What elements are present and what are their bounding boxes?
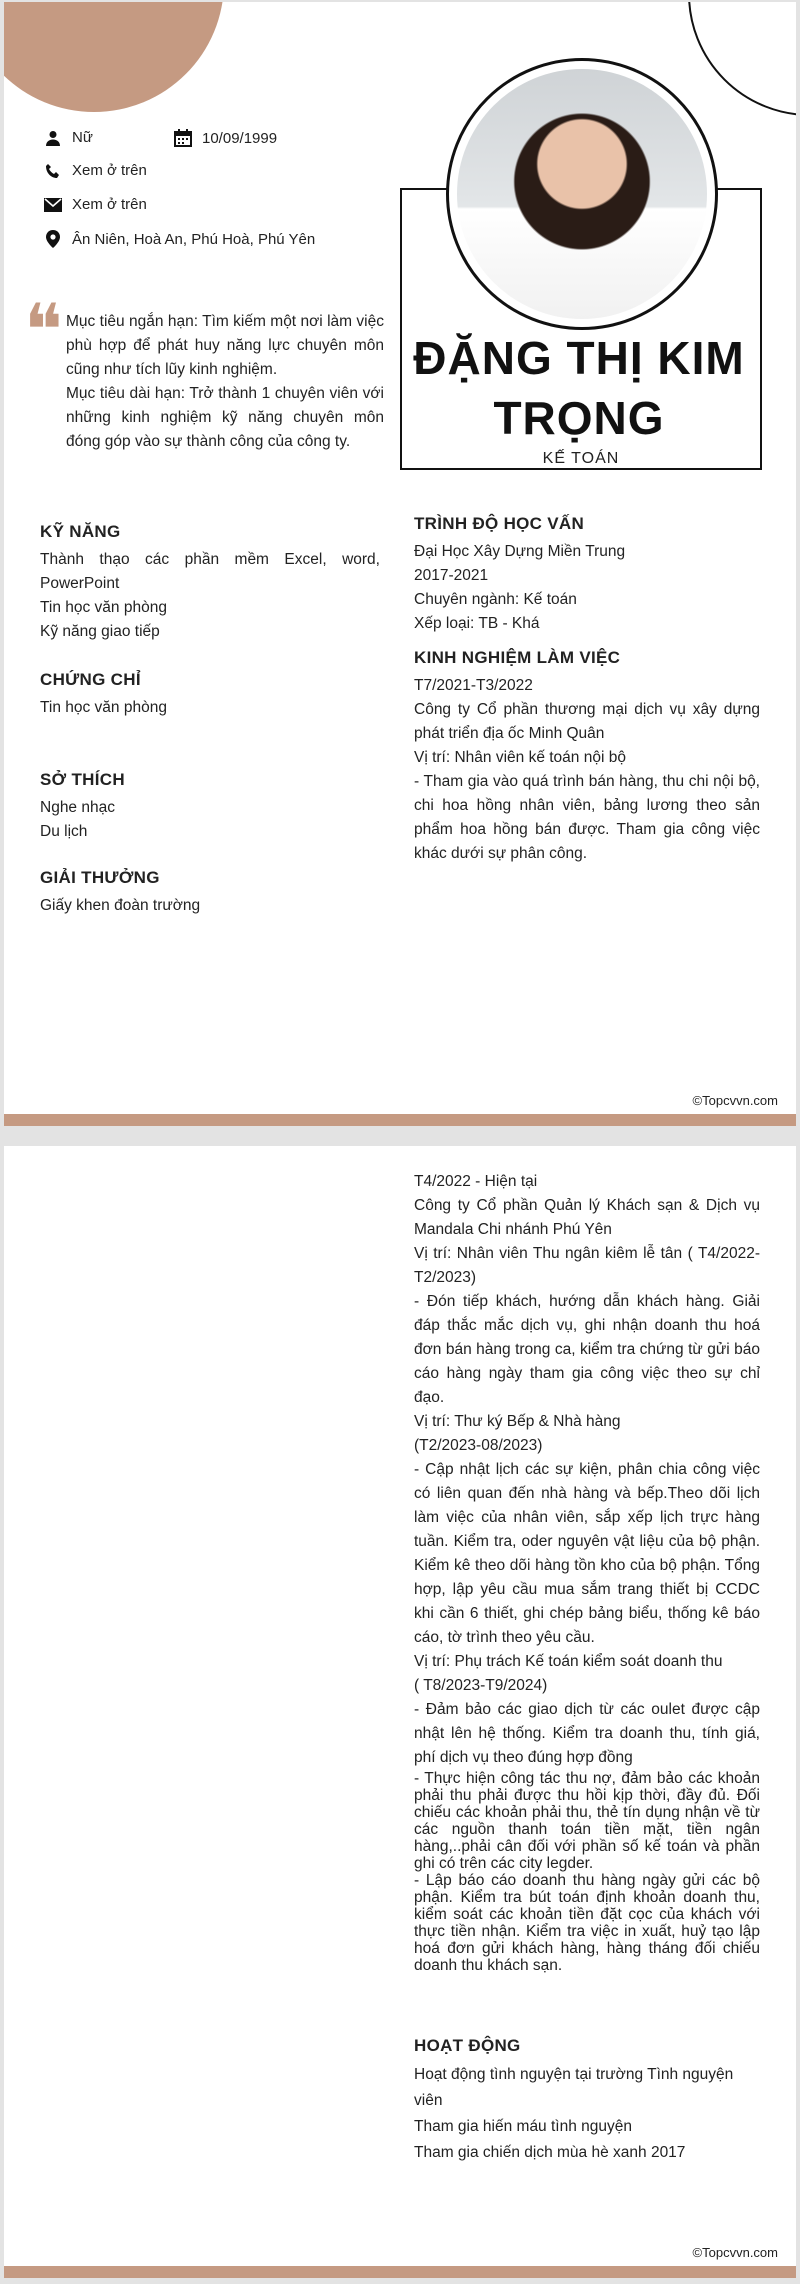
email-row — [42, 196, 147, 213]
job-description: - Cập nhật lịch các sự kiện, phân chia công việc có liên quan đến nhà hàng và bếp.Theo dõi lịch làm việc của nhân viên, sắp xếp lịch trực hàng tuần. Kiểm tra, oder nguyên vật liệu của bộ phận. Kiểm kê theo dõi hàng tồn kho của bộ phận. Tổng hợp, lập yêu cầu mua sắm trang thiết bị CCDC khi cần 6 thiết, ghi chép bảng biểu, thống kê báo cáo, tờ trình theo yêu cầu. — [414, 1461, 760, 1646]
calendar-icon — [172, 129, 194, 147]
experience-job-2 — [414, 1170, 760, 1974]
email-text: Xem ở trên — [72, 196, 147, 213]
address-text: Ân Niên, Hoà An, Phú Hoà, Phú Yên — [72, 230, 316, 248]
hobbies-list — [40, 796, 380, 844]
job-position-period: ( T8/2023-T9/2024) — [414, 1677, 548, 1694]
job-description: - Đón tiếp khách, hướng dẫn khách hàng. Giải đáp thắc mắc dịch vụ, ghi nhận doanh thu hoá đơn bán hàng trong ca, kiểm tra chứng từ gửi báo cáo hàng ngày tham gia công việc theo sự chỉ đạo. — [414, 1293, 760, 1406]
person-icon — [42, 130, 64, 146]
envelope-icon — [42, 198, 64, 212]
gender-text: Nữ — [72, 129, 93, 146]
address-row — [42, 230, 315, 248]
footer-bar — [4, 2266, 796, 2278]
school-name: Đại Học Xây Dựng Miền Trung — [414, 543, 626, 560]
job-position: Vị trí: Phụ trách Kế toán kiểm soát doanh thu — [414, 1653, 723, 1670]
map-pin-icon — [42, 230, 64, 248]
cv-page-2 — [4, 1146, 796, 2278]
phone-row — [42, 162, 147, 179]
name-line-1: ĐẶNG THỊ KIM — [413, 332, 745, 384]
education-title: TRÌNH ĐỘ HỌC VẤN — [414, 514, 585, 533]
job-company: Công ty Cổ phần Quản lý Khách sạn & Dịch vụ Mandala Chi nhánh Phú Yên — [414, 1197, 760, 1238]
quote-icon: ❝ — [24, 288, 63, 372]
job-title: KẾ TOÁN — [535, 450, 628, 468]
job-description: - Lập báo cáo doanh thu hàng ngày gửi các bộ phận. Kiểm tra bút toán định khoản doanh thu, kiểm soát các khoản tiền đặt cọc của khách với thực tiền nhận. Kiểm tra việc in xuất, huỷ tạo lập hoá đơn gửi khách hàng, hàng tháng đối chiếu doanh thu khách sạn. — [414, 1872, 760, 1974]
certificates-list — [40, 696, 380, 720]
decorative-ring — [688, 2, 796, 116]
candidate-name — [404, 328, 754, 448]
avatar — [446, 58, 718, 330]
job-position: Vị trí: Nhân viên Thu ngân kiêm lễ tân ( T4/2022-T2/2023) — [414, 1245, 760, 1286]
certificates-title: CHỨNG CHỈ — [40, 670, 141, 689]
name-line-2: TRỌNG — [493, 392, 665, 444]
footer-brand: ©Topcvvn.com — [692, 1093, 778, 1108]
major: Chuyên ngành: Kế toán — [414, 591, 577, 608]
job-company: Công ty Cổ phần thương mại dịch vụ xây dựng phát triển địa ốc Minh Quân — [414, 701, 760, 742]
hobby-item: Du lịch — [40, 823, 88, 840]
job-description: - Tham gia vào quá trình bán hàng, thu chi nội bộ, chi hoa hồng nhân viên, bảng lương theo sản phẩm hoa hồng bán được. Tham gia công việc khác dưới sự phân công. — [414, 773, 760, 862]
phone-text: Xem ở trên — [72, 162, 147, 179]
job-position-period: (T2/2023-08/2023) — [414, 1437, 543, 1454]
skill-item: Kỹ năng giao tiếp — [40, 623, 160, 640]
gender-row — [42, 129, 93, 146]
birthday-row — [172, 129, 277, 147]
phone-icon — [42, 163, 64, 179]
grade: Xếp loại: TB - Khá — [414, 615, 540, 632]
career-objective — [66, 310, 384, 454]
experience-job-1 — [414, 674, 760, 866]
footer-bar — [4, 1114, 796, 1126]
education-details — [414, 540, 760, 636]
activity-item: Tham gia hiến máu tình nguyện — [414, 2118, 632, 2135]
hobbies-title: SỞ THÍCH — [40, 770, 125, 789]
skill-item: Tin học văn phòng — [40, 599, 167, 616]
hobby-item: Nghe nhạc — [40, 799, 115, 816]
cv-page-1 — [4, 2, 796, 1126]
avatar-photo — [457, 69, 707, 319]
job-period: T7/2021-T3/2022 — [414, 677, 533, 694]
award-item: Giấy khen đoàn trường — [40, 897, 201, 914]
job-position: Vị trí: Thư ký Bếp & Nhà hàng — [414, 1413, 621, 1430]
job-position: Vị trí: Nhân viên kế toán nội bộ — [414, 749, 626, 766]
short-term-goal: Mục tiêu ngắn hạn: Tìm kiếm một nơi làm việc phù hợp để phát huy năng lực chuyên môn cũng như tích lũy kinh nghiệm. — [66, 313, 384, 378]
activities-list — [414, 2062, 760, 2166]
long-term-goal: Mục tiêu dài hạn: Trở thành 1 chuyên viên với những kinh nghiệm kỹ năng chuyên môn đóng góp vào sự thành công của công ty. — [66, 385, 384, 450]
awards-list — [40, 894, 380, 918]
decorative-circle — [4, 2, 224, 112]
study-years: 2017-2021 — [414, 567, 489, 584]
job-period: T4/2022 - Hiện tại — [414, 1173, 538, 1190]
activities-title: HOẠT ĐỘNG — [414, 2036, 521, 2055]
activity-item: Tham gia chiến dịch mùa hè xanh 2017 — [414, 2144, 686, 2161]
skill-item: Thành thạo các phần mềm Excel, word, PowerPoint — [40, 551, 380, 592]
job-description: - Đảm bảo các giao dịch từ các oulet được cập nhật lên hệ thống. Kiểm tra doanh thu, tính giá, phí dịch vụ theo đúng hợp đồng — [414, 1701, 760, 1766]
activity-item: Hoạt động tình nguyện tại trường Tình nguyện viên — [414, 2066, 734, 2109]
certificate-item: Tin học văn phòng — [40, 699, 167, 716]
birthday-text: 10/09/1999 — [202, 129, 278, 147]
footer-brand: ©Topcvvn.com — [692, 2245, 778, 2260]
awards-title: GIẢI THƯỞNG — [40, 868, 160, 887]
skills-title: KỸ NĂNG — [40, 522, 121, 541]
skills-list — [40, 548, 380, 644]
role-wrap — [400, 450, 762, 468]
experience-title: KINH NGHIỆM LÀM VIỆC — [414, 648, 621, 667]
job-description: - Thực hiện công tác thu nợ, đảm bảo các khoản phải thu phải được thu hồi kịp thời, đầy đủ. Đối chiếu các khoản phải thu, thẻ tín dụng nhận về từ các nguồn thanh toán tiền mặt, tiền ngân hàng,..phải cân đối với phần số kế toán và phần ghi có trên các city legder. — [414, 1770, 760, 1872]
